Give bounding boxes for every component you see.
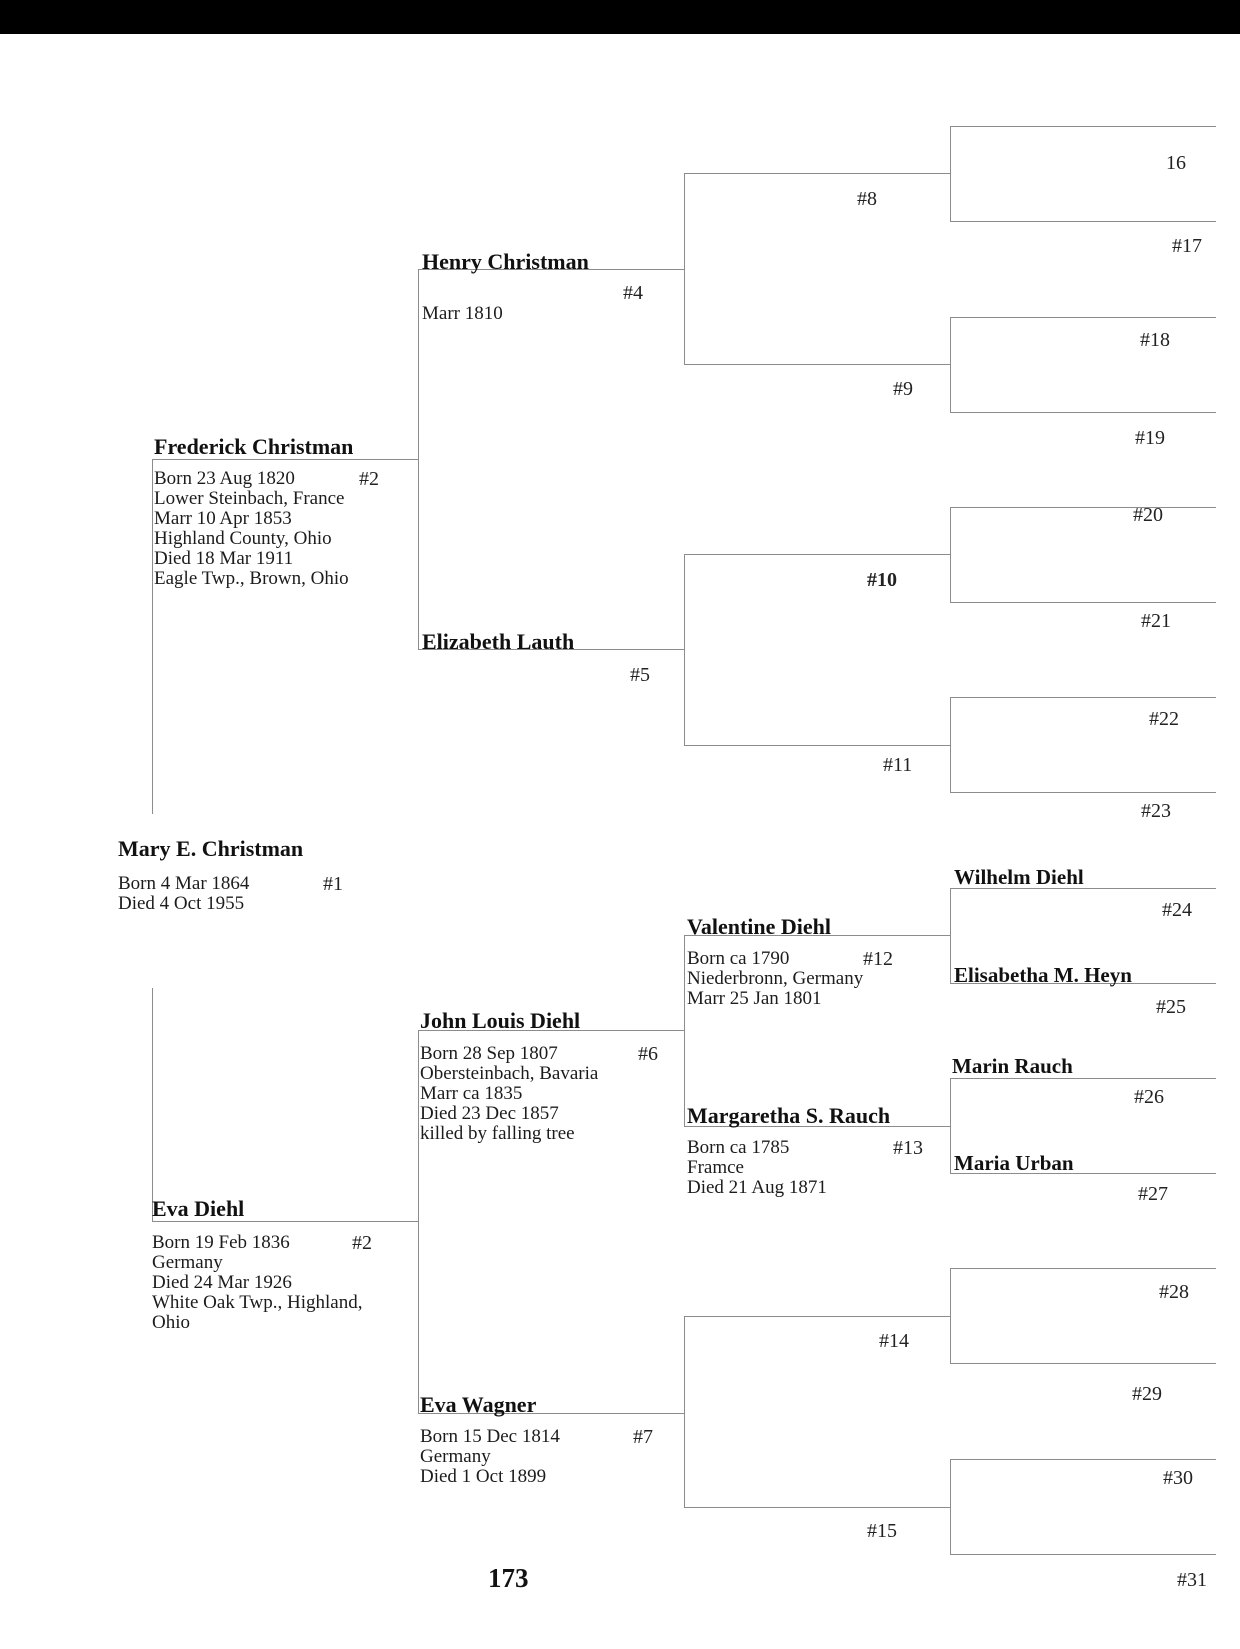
detail-line: Died 18 Mar 1911: [154, 548, 294, 569]
detail-line: Died 4 Oct 1955: [118, 893, 245, 914]
person-details: [118, 874, 249, 914]
detail-line: Obersteinbach, Bavaria: [420, 1063, 599, 1084]
detail-line: Marr ca 1835: [420, 1083, 523, 1104]
person-number: #22: [1149, 708, 1179, 730]
detail-line: Born 4 Mar 1864: [118, 873, 250, 894]
connector-line: [152, 459, 418, 460]
person-number: #24: [1162, 899, 1192, 921]
person-details: [422, 304, 503, 324]
person-number: #5: [630, 664, 650, 686]
detail-line: Born ca 1790: [687, 948, 790, 969]
person-number: #14: [879, 1330, 909, 1352]
person-details: [420, 1044, 598, 1144]
person-number: #11: [883, 754, 913, 776]
connector-line: [950, 412, 1216, 413]
detail-line: Died 24 Mar 1926: [152, 1272, 292, 1293]
connector-line: [684, 364, 950, 365]
person-name: Elizabeth Lauth: [422, 629, 575, 654]
connector-line: [950, 792, 1216, 793]
connector-line: [950, 126, 951, 221]
connector-line: [684, 554, 685, 745]
connector-line: [152, 459, 153, 814]
connector-line: [950, 1078, 951, 1173]
person-name: Elisabetha M. Heyn: [954, 963, 1132, 987]
detail-line: killed by falling tree: [420, 1123, 575, 1144]
connector-line: [684, 935, 685, 1126]
person-number: 16: [1166, 152, 1186, 174]
connector-line: [950, 1459, 951, 1554]
person-name: Valentine Diehl: [687, 914, 832, 939]
connector-line: [684, 745, 950, 746]
person-number: #2: [359, 468, 379, 490]
person-name: Wilhelm Diehl: [954, 865, 1084, 889]
page-number: 173: [488, 1563, 529, 1593]
detail-line: Ohio: [152, 1312, 190, 1333]
connector-line: [950, 1078, 1216, 1079]
connector-line: [950, 317, 1216, 318]
person-number: #18: [1140, 329, 1170, 351]
person-number: #6: [638, 1043, 658, 1065]
person-number: #29: [1132, 1383, 1162, 1405]
detail-line: Marr 25 Jan 1801: [687, 988, 822, 1009]
detail-line: Born ca 1785: [687, 1137, 790, 1158]
person-number: #1: [323, 873, 343, 895]
person-number: #26: [1134, 1086, 1164, 1108]
person-name: Eva Wagner: [420, 1392, 537, 1417]
detail-line: Born 28 Sep 1807: [420, 1043, 558, 1064]
connector-line: [418, 1030, 419, 1413]
detail-line: Died 21 Aug 1871: [687, 1177, 827, 1198]
person-details: [687, 949, 863, 1009]
person-number: #15: [867, 1520, 897, 1542]
detail-line: Marr 10 Apr 1853: [154, 508, 292, 529]
person-number: #12: [863, 948, 893, 970]
connector-line: [684, 173, 685, 364]
detail-line: Born 19 Feb 1836: [152, 1232, 290, 1253]
detail-line: Framce: [687, 1157, 744, 1178]
person-name: Margaretha S. Rauch: [687, 1103, 891, 1128]
connector-line: [950, 1554, 1216, 1555]
person-number: #17: [1172, 235, 1202, 257]
person-number: #4: [623, 282, 643, 304]
connector-line: [418, 269, 419, 649]
person-name: Frederick Christman: [154, 434, 354, 459]
connector-line: [950, 1268, 1216, 1269]
connector-line: [684, 173, 950, 174]
detail-line: Died 1 Oct 1899: [420, 1466, 547, 1487]
person-number: #9: [893, 378, 913, 400]
scan-top-border: [0, 0, 1240, 34]
detail-line: Born 15 Dec 1814: [420, 1426, 560, 1447]
connector-line: [950, 888, 951, 983]
person-number: #8: [857, 188, 877, 210]
connector-line: [950, 1268, 951, 1363]
connector-line: [950, 317, 951, 412]
connector-line: [684, 1507, 950, 1508]
person-number: #28: [1159, 1281, 1189, 1303]
person-number: #27: [1138, 1183, 1168, 1205]
connector-line: [950, 697, 951, 792]
detail-line: Born 23 Aug 1820: [154, 468, 295, 489]
connector-line: [152, 1221, 418, 1222]
detail-line: Niederbronn, Germany: [687, 968, 864, 989]
detail-line: Germany: [152, 1252, 223, 1273]
person-details: [687, 1138, 827, 1198]
connector-line: [684, 1316, 950, 1317]
detail-line: Eagle Twp., Brown, Ohio: [154, 568, 349, 589]
connector-line: [950, 507, 1216, 508]
connector-line: [950, 221, 1216, 222]
detail-line: Marr 1810: [422, 303, 503, 324]
person-details: [152, 1233, 362, 1333]
person-number: #31: [1177, 1569, 1207, 1591]
detail-line: White Oak Twp., Highland,: [152, 1292, 363, 1313]
person-name: Maria Urban: [954, 1151, 1074, 1175]
person-number: #25: [1156, 996, 1186, 1018]
person-name: John Louis Diehl: [420, 1008, 581, 1033]
connector-line: [152, 988, 153, 1221]
detail-line: Highland County, Ohio: [154, 528, 332, 549]
person-number: #13: [893, 1137, 923, 1159]
person-details: [420, 1427, 560, 1487]
person-number: #21: [1141, 610, 1171, 632]
person-number: #20: [1133, 504, 1163, 526]
detail-line: Germany: [420, 1446, 491, 1467]
connector-line: [950, 1459, 1216, 1460]
person-name: Henry Christman: [422, 249, 589, 274]
connector-line: [950, 602, 1216, 603]
detail-line: Lower Steinbach, France: [154, 488, 345, 509]
connector-line: [950, 126, 1216, 127]
connector-line: [950, 697, 1216, 698]
person-name: Marin Rauch: [952, 1054, 1073, 1078]
detail-line: Died 23 Dec 1857: [420, 1103, 559, 1124]
person-name: Eva Diehl: [152, 1196, 245, 1221]
person-number: #23: [1141, 800, 1171, 822]
connector-line: [950, 1363, 1216, 1364]
person-number: #2: [352, 1232, 372, 1254]
person-number: #30: [1163, 1467, 1193, 1489]
person-details: [154, 469, 349, 589]
person-number: #19: [1135, 427, 1165, 449]
connector-line: [684, 554, 950, 555]
person-name: Mary E. Christman: [118, 836, 304, 861]
connector-line: [684, 1316, 685, 1507]
person-number: #7: [633, 1426, 653, 1448]
person-number: #10: [867, 569, 897, 591]
connector-line: [950, 507, 951, 602]
